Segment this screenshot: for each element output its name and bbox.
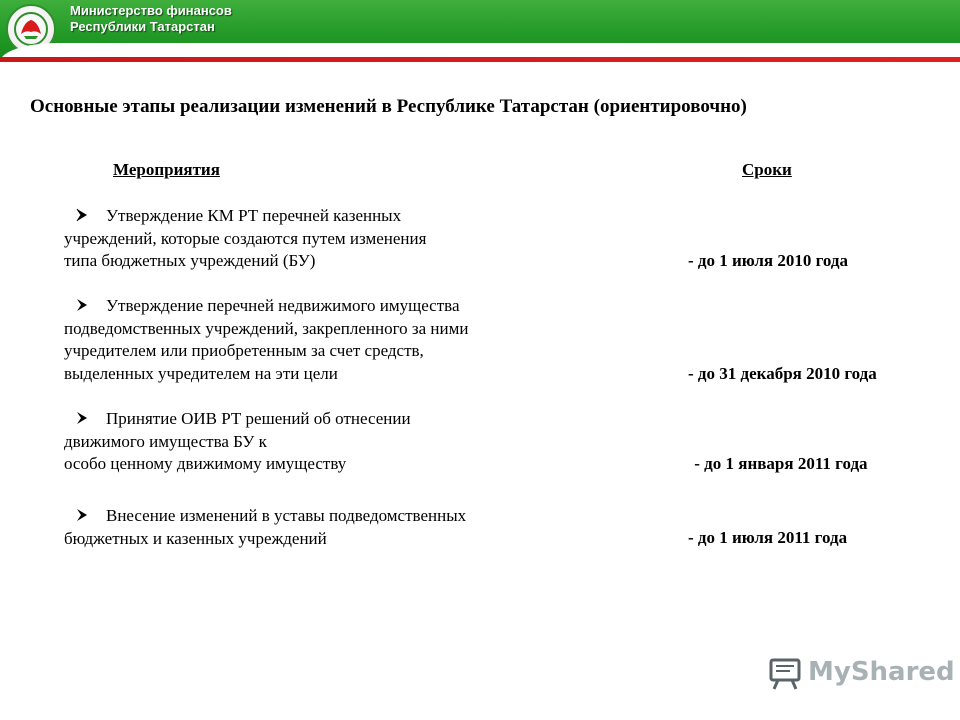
myshared-watermark (768, 657, 955, 691)
list-item (64, 408, 664, 476)
deadline-text: - до 1 января 2011 года (690, 454, 868, 473)
item-line: Утверждение КМ РТ перечней казенных (64, 205, 664, 228)
item-line: подведомственных учреждений, закрепленного за ними (64, 318, 469, 338)
arrow-bullet-icon (76, 208, 96, 222)
column-header-events: Мероприятия (113, 160, 220, 179)
deadline-text: - до 1 июля 2010 года (688, 251, 849, 270)
arrow-bullet-icon (76, 298, 96, 312)
item-line: движимого имущества БУ к (64, 431, 267, 451)
list-item (64, 505, 664, 550)
watermark-text: MyShared (808, 657, 955, 687)
ministry-name (70, 3, 232, 35)
slide-title: Основные этапы реализации изменений в Республике Татарстан (ориентировочно) (30, 96, 747, 117)
arrow-bullet-icon (76, 508, 96, 522)
item-line: особо ценному движимому имуществу (64, 454, 347, 473)
list-item (64, 205, 664, 273)
item-line: бюджетных и казенных учреждений (64, 528, 327, 548)
item-line: учреждений, которые создаются путем изменения (64, 228, 427, 248)
item-line: Принятие ОИВ РТ решений об отнесении (64, 408, 664, 431)
item-line: Внесение изменений в уставы подведомственных (64, 505, 664, 528)
item-line: учредителем или приобретенным за счет средств, (64, 341, 424, 360)
deadline-text: - до 31 декабря 2010 года (688, 364, 877, 383)
arrow-bullet-icon (76, 411, 96, 425)
list-item (64, 295, 664, 385)
item-line: типа бюджетных учреждений (БУ) (64, 251, 316, 270)
deadline-text: - до 1 июля 2011 года (688, 528, 848, 547)
item-line: Утверждение перечней недвижимого имущества (64, 295, 664, 318)
presentation-board-icon (768, 657, 804, 691)
header-red-stripe (0, 57, 960, 62)
column-header-deadlines: Сроки (742, 160, 792, 179)
item-line: выделенных учредителем на эти цели (64, 363, 338, 383)
ministry-line-2: Республики Татарстан (70, 19, 215, 34)
ministry-line-1: Министерство финансов (70, 3, 232, 18)
